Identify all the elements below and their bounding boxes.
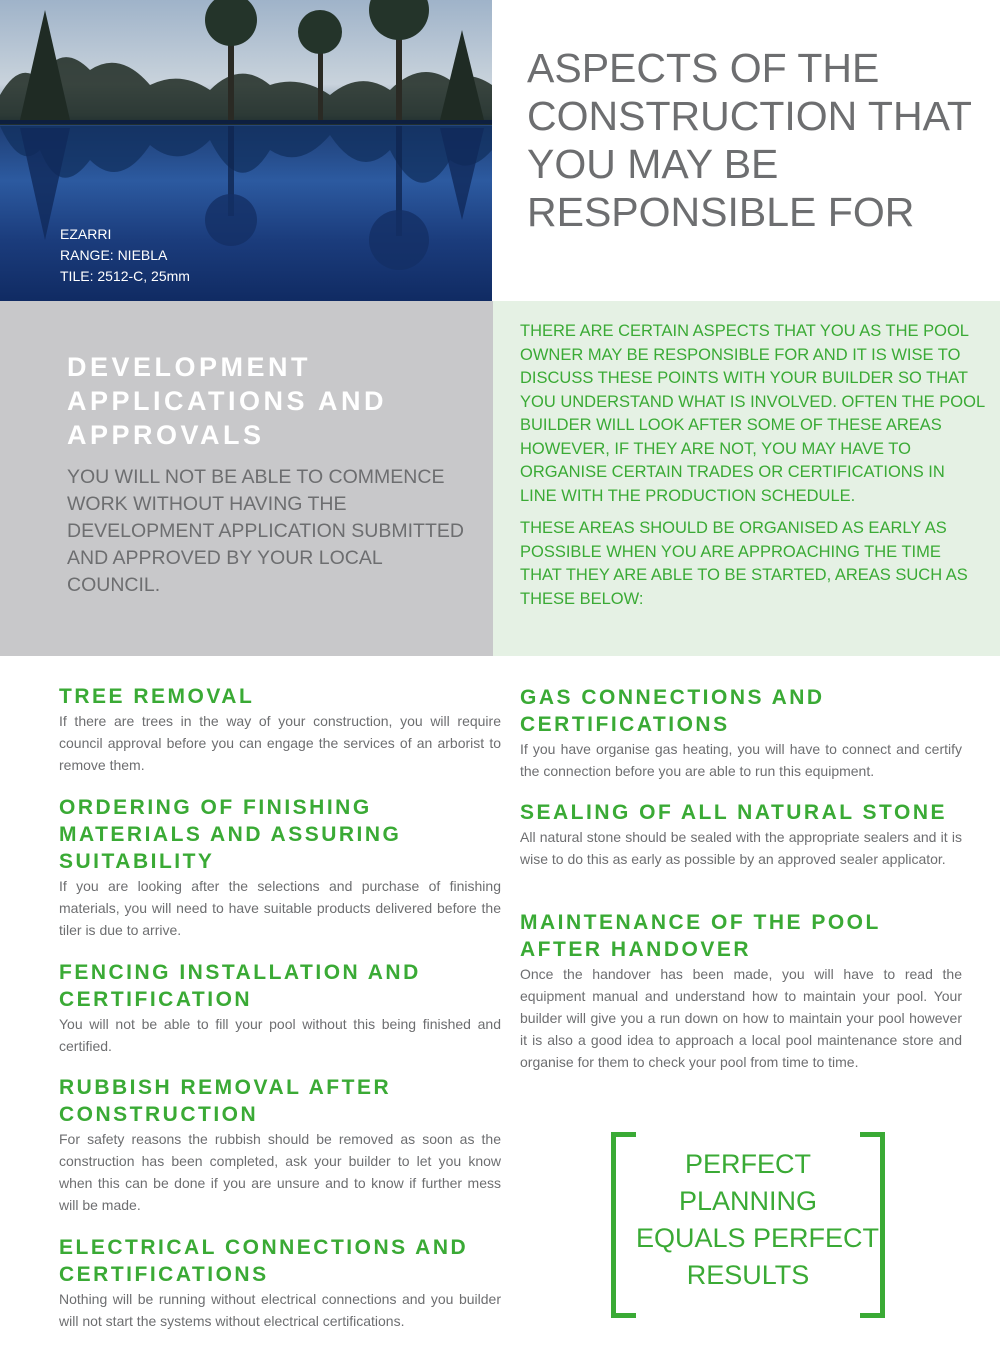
- section-heading: MAINTENANCE OF THE POOL AFTER HANDOVER: [520, 911, 881, 961]
- pool-photo: [0, 0, 492, 301]
- quote-line: PERFECT: [684, 1149, 811, 1179]
- development-heading: DEVELOPMENT APPLICATIONS AND APPROVALS: [67, 352, 388, 450]
- section-maintenance: [520, 909, 962, 1073]
- intro-paragraph-2: THESE AREAS SHOULD BE ORGANISED AS EARLY AS POSSIBLE WHEN YOU ARE APPROACHING THE TIME THAT THEY ARE ABLE TO BE STARTED, AREAS SUCH AS THESE BELOW:: [520, 519, 968, 608]
- section-heading: TREE REMOVAL: [59, 685, 255, 708]
- section-heading: ELECTRICAL CONNECTIONS AND CERTIFICATIONS: [59, 1236, 469, 1286]
- section-heading: SEALING OF ALL NATURAL STONE: [520, 801, 948, 824]
- section-body: For safety reasons the rubbish should be removed as soon as the construction has been completed, ask your builder to let you know when this can be done if you are unsure and to know if further mess will be made.: [59, 1131, 501, 1213]
- quote-line: RESULTS: [686, 1260, 810, 1290]
- development-body: YOU WILL NOT BE ABLE TO COMMENCE WORK WITHOUT HAVING THE DEVELOPMENT APPLICATION SUBMITTED AND APPROVED BY YOUR LOCAL COUNCIL.: [67, 466, 464, 596]
- caption-range: RANGE: NIEBLA: [60, 247, 168, 263]
- section-body: If you are looking after the selections and purchase of finishing materials, you will need to have suitable products delivered before the tiler is due to arrive.: [59, 878, 501, 938]
- section-heading: GAS CONNECTIONS AND CERTIFICATIONS: [520, 686, 825, 736]
- section-fencing: [59, 959, 501, 1057]
- section-body: Once the handover has been made, you will have to read the equipment manual and understand how to maintain your pool. Your builder will give you a run down on how to maintain your pool however it is also a good idea to approach a local pool maintenance store and organise for them to check your pool from time to time.: [520, 966, 962, 1070]
- section-sealing-stone: [520, 799, 962, 870]
- section-finishing-materials: [59, 794, 501, 941]
- caption-tile: TILE: 2512-C, 25mm: [60, 268, 190, 284]
- section-body: Nothing will be running without electrical connections and you builder will not start the systems without electrical certifications.: [59, 1291, 501, 1329]
- section-body: If there are trees in the way of your construction, you will require council approval before you can engage the services of an arborist to remove them.: [59, 713, 501, 773]
- page-title: ASPECTS OF THE CONSTRUCTION THAT YOU MAY BE RESPONSIBLE FOR: [527, 45, 972, 235]
- perfect-planning-quote: [636, 1146, 880, 1294]
- caption-brand: EZARRI: [60, 226, 112, 242]
- section-rubbish-removal: [59, 1074, 501, 1216]
- quote-line: PLANNING: [678, 1186, 818, 1216]
- section-heading: RUBBISH REMOVAL AFTER CONSTRUCTION: [59, 1076, 392, 1126]
- section-heading: ORDERING OF FINISHING MATERIALS AND ASSURING SUITABILITY: [59, 796, 402, 873]
- section-body: All natural stone should be sealed with the appropriate sealers and it is wise to do this as early as possible by an approved sealer applicator.: [520, 829, 962, 867]
- intro-text: [520, 320, 985, 620]
- section-electrical: [59, 1234, 501, 1332]
- quote-bracket-left: [611, 1132, 636, 1318]
- intro-paragraph-1: THERE ARE CERTAIN ASPECTS THAT YOU AS THE POOL OWNER MAY BE RESPONSIBLE FOR AND IT IS WISE TO DISCUSS THESE POINTS WITH YOUR BUILDER SO THAT YOU UNDERSTAND WHAT IS INVOLVED. OFTEN THE POOL BUILDER WILL LOOK AFTER SOME OF THESE AREAS HOWEVER, IF THEY ARE NOT, YOU MAY HAVE TO ORGANISE CERTAIN TRADES OR CERTIFICATIONS IN LINE WITH THE PRODUCTION SCHEDULE.: [520, 322, 985, 505]
- photo-caption: [60, 224, 190, 287]
- section-body: If you have organise gas heating, you will have to connect and certify the connection before you are able to run this equipment.: [520, 741, 962, 779]
- section-body: You will not be able to fill your pool without this being finished and certified.: [59, 1016, 501, 1054]
- quote-line: EQUALS PERFECT: [636, 1223, 880, 1253]
- section-gas: [520, 684, 962, 782]
- section-heading: FENCING INSTALLATION AND CERTIFICATION: [59, 961, 421, 1011]
- section-tree-removal: [59, 683, 501, 776]
